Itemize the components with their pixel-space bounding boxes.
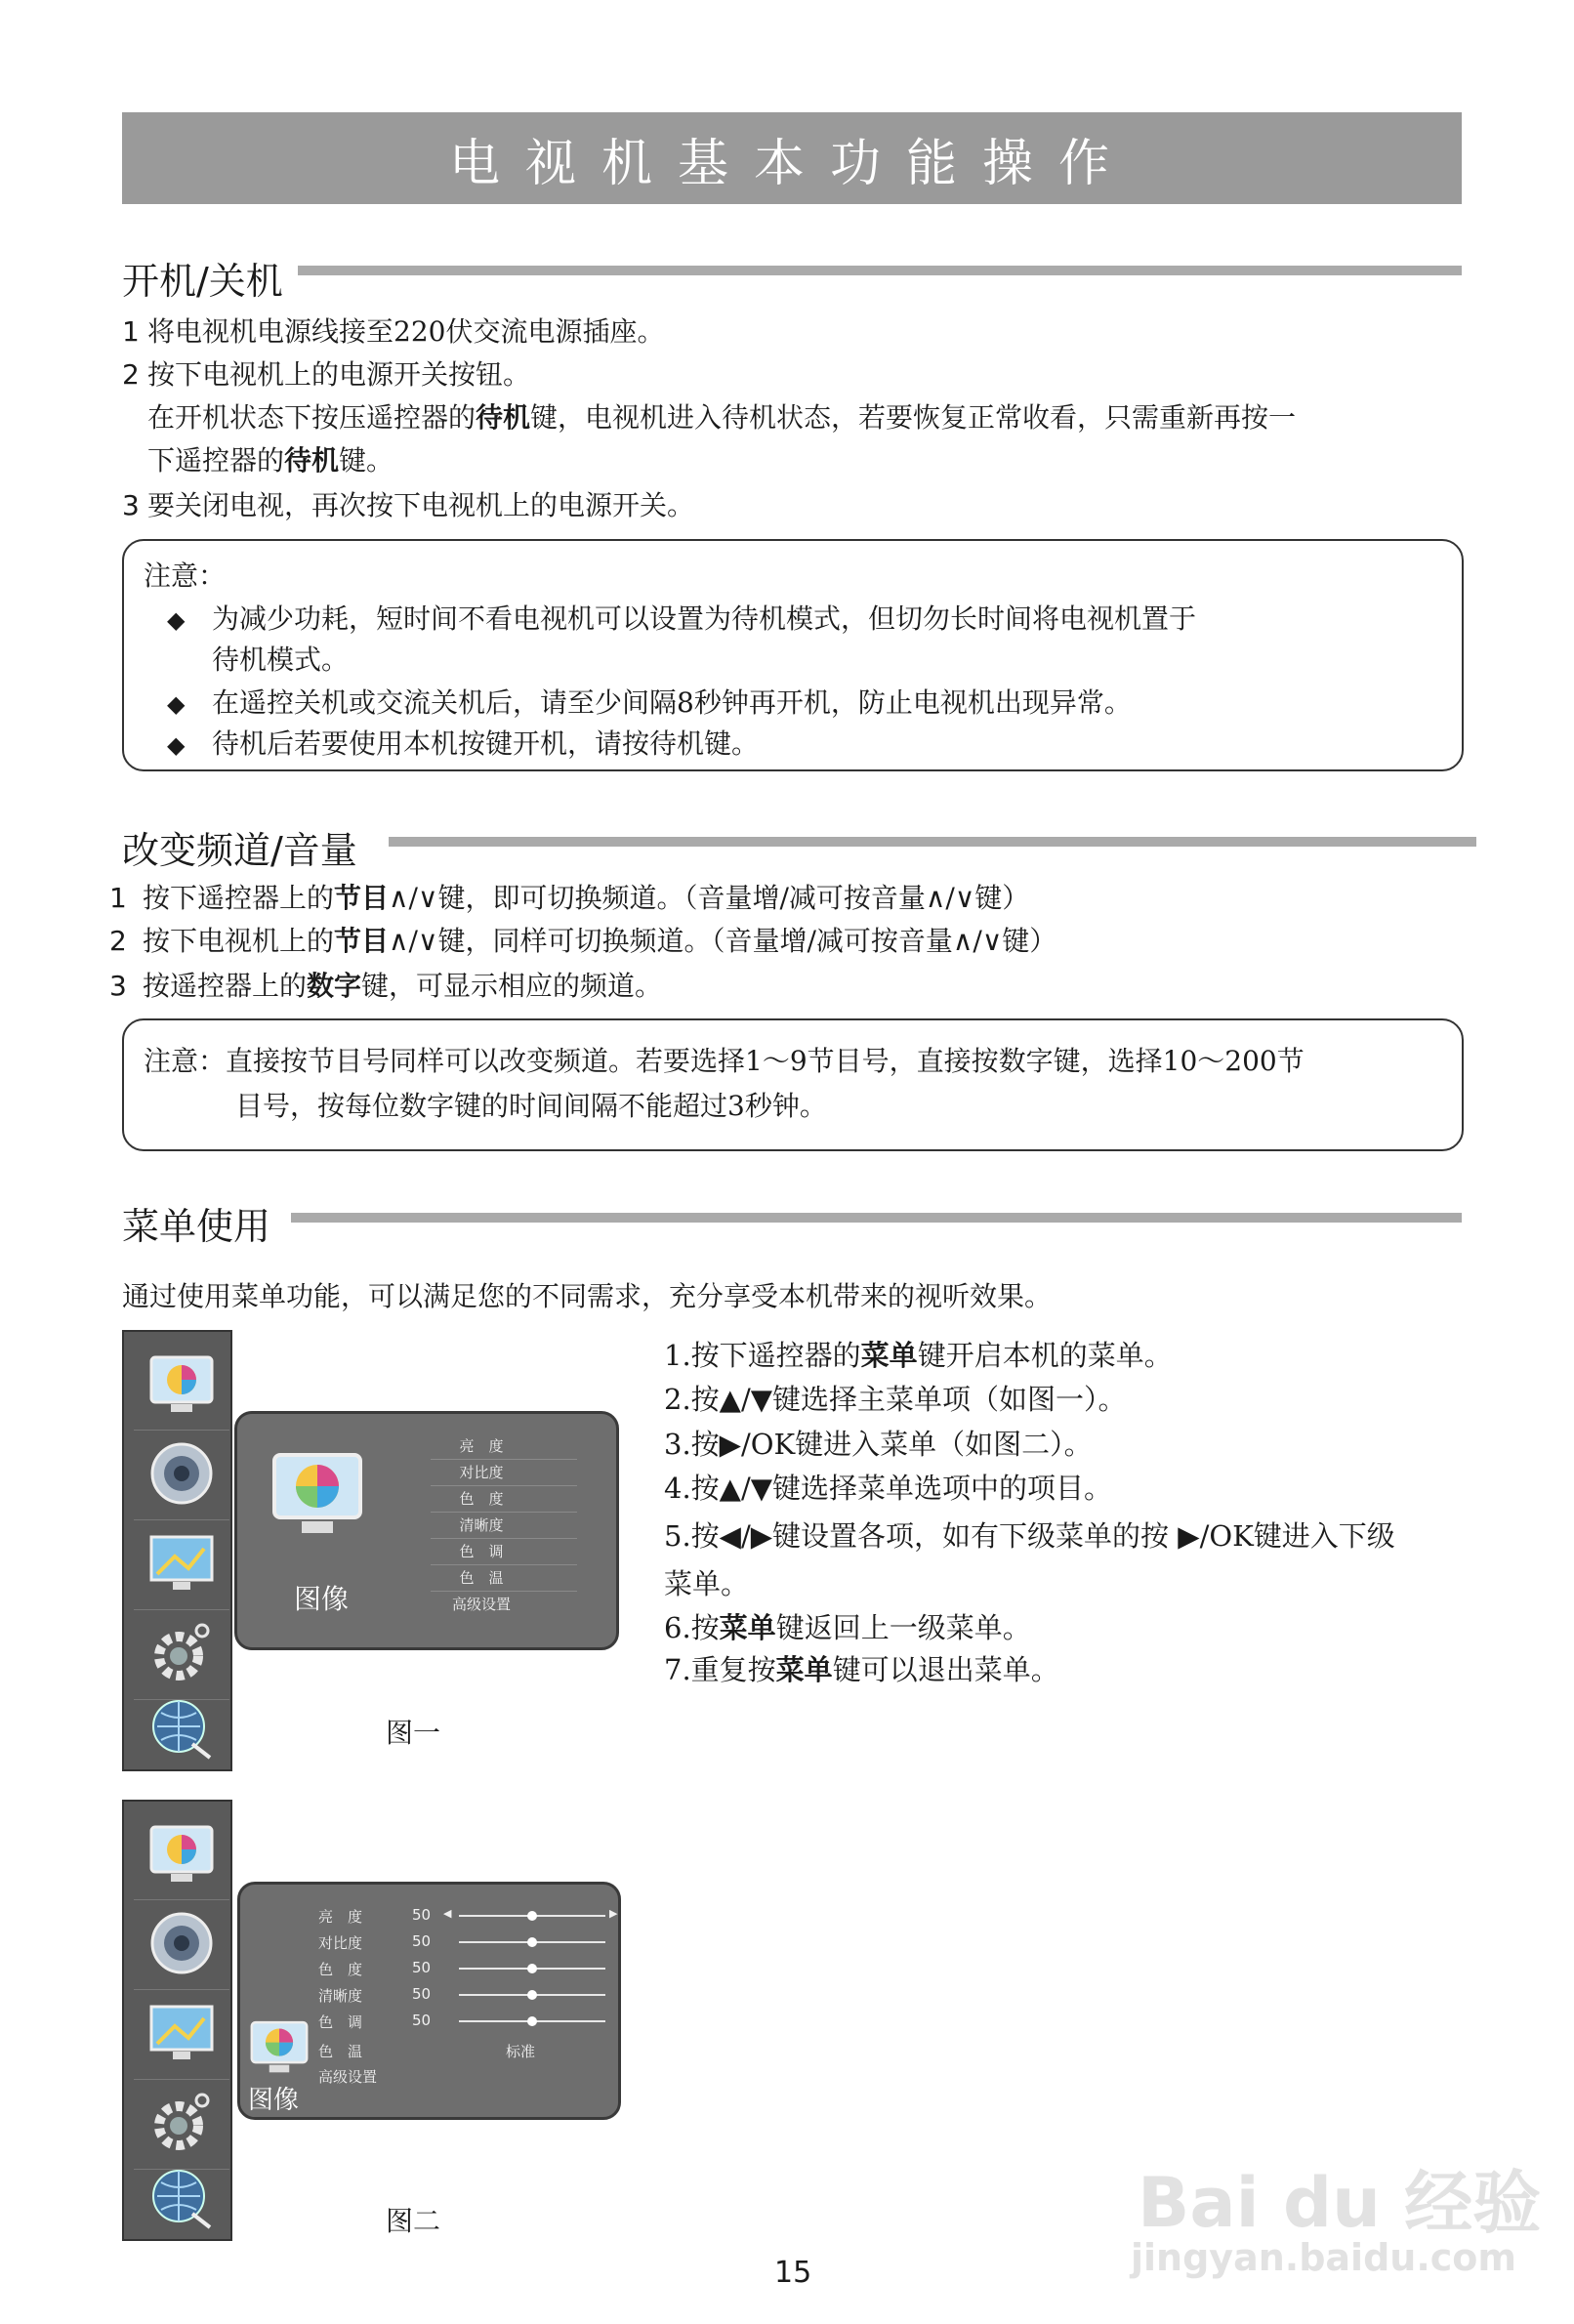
- fig2-menu-sidebar: [122, 1800, 232, 2241]
- menu-step-1: 1.按下遥控器的菜单键开启本机的菜单。: [664, 1339, 1173, 1372]
- standby-key-label: 待机: [284, 444, 340, 477]
- bullet-diamond-icon: ◆: [167, 606, 186, 634]
- section-title-channel-volume: 改变频道/音量: [122, 829, 357, 872]
- menu-step-2: 2.按▲/▼键选择主菜单项（如图一）。: [664, 1383, 1127, 1416]
- menu-item-hue[interactable]: 色 调: [459, 1543, 504, 1560]
- power-step-1: 1 将电视机电源线接至220伏交流电源插座。: [122, 315, 665, 348]
- screen-setting-icon: [145, 1527, 218, 1599]
- globe-network-icon: [145, 2163, 218, 2235]
- menu-item-saturation[interactable]: 色 度: [459, 1490, 504, 1508]
- fig2-picture-settings-panel: [237, 1882, 621, 2120]
- watermark-url: jingyan.baidu.com: [1131, 2236, 1516, 2279]
- page-title-banner: [122, 112, 1462, 204]
- section-title-power: 开机/关机: [122, 260, 283, 303]
- screen-setting-icon: [145, 1997, 218, 2069]
- section-rule: [291, 1213, 1462, 1223]
- slider-knob[interactable]: [527, 1990, 537, 2000]
- page-number: 15: [774, 2256, 812, 2290]
- slider-label: 亮 度: [318, 1908, 363, 1926]
- standby-key-label: 待机: [476, 401, 531, 434]
- note-item: ◆ 在遥控关机或交流关机后，请至少间隔8秒钟再开机，防止电视机出现异常。: [167, 682, 1132, 726]
- slider-value: 50: [412, 1932, 432, 1950]
- picture-icon: [145, 1349, 218, 1422]
- slider-knob[interactable]: [527, 1964, 537, 1973]
- menu-step-3: 3.按▶/OK键进入菜单（如图二）。: [664, 1428, 1093, 1461]
- arrow-left-icon[interactable]: ◀: [443, 1907, 452, 1920]
- note-item-continued: 待机模式。: [212, 643, 350, 676]
- note-item: ◆ 待机后若要使用本机按键开机，请按待机键。: [167, 723, 759, 767]
- menu-item-advanced[interactable]: 高级设置: [451, 1596, 511, 1613]
- page-title: 电视机基本功能操作: [448, 134, 1135, 193]
- menu-item-color-temp[interactable]: 色 温: [459, 1569, 504, 1587]
- picture-icon: [248, 2019, 311, 2078]
- channel-step-1: 1 按下遥控器上的节目∧/∨键，即可切换频道。（音量增/减可按音量∧/∨键）: [109, 882, 1030, 914]
- slider-knob[interactable]: [527, 1937, 537, 1947]
- menu-step-6: 6.按菜单键返回上一级菜单。: [664, 1611, 1031, 1644]
- fig1-panel-label: 图像: [294, 1583, 350, 1615]
- menu-item-contrast[interactable]: 对比度: [459, 1464, 504, 1481]
- advanced-settings-label[interactable]: 高级设置: [318, 2068, 378, 2086]
- bullet-diamond-icon: ◆: [167, 690, 186, 718]
- slider-knob[interactable]: [527, 1911, 537, 1921]
- menu-step-4: 4.按▲/▼键选择菜单选项中的项目。: [664, 1472, 1113, 1505]
- menu-item-sharpness[interactable]: 清晰度: [459, 1516, 504, 1534]
- color-temp-label: 色 温: [318, 2043, 363, 2060]
- slider-value: 50: [412, 1959, 432, 1976]
- picture-icon: [145, 1819, 218, 1891]
- gear-icon: [145, 2087, 218, 2159]
- picture-icon: [269, 1451, 366, 1541]
- section-rule: [389, 837, 1476, 847]
- slider-value: 50: [412, 1906, 432, 1924]
- power-step-3: 3 要关闭电视，再次按下电视机上的电源开关。: [122, 489, 695, 521]
- globe-network-icon: [145, 1693, 218, 1765]
- power-step-2: 2 按下电视机上的电源开关按钮。: [122, 358, 531, 391]
- sound-speaker-icon: [145, 1907, 218, 1979]
- fig2-caption: 图二: [386, 2205, 441, 2237]
- bullet-diamond-icon: ◆: [167, 731, 186, 759]
- power-note-box: [122, 539, 1464, 771]
- channel-note-line1: 注意：直接按节目号同样可以改变频道。若要选择1～9节目号，直接按数字键，选择10～200节: [144, 1045, 1305, 1077]
- watermark-brand: Bai du 经验: [1138, 2163, 1542, 2243]
- menu-step-5: 5.按◀/▶键设置各项，如有下级菜单的按 ▶/OK键进入下级: [664, 1519, 1395, 1553]
- channel-step-2: 2 按下电视机上的节目∧/∨键，同样可切换频道。（音量增/减可按音量∧/∨键）: [109, 925, 1057, 957]
- note-item: ◆ 为减少功耗，短时间不看电视机可以设置为待机模式，但切勿长时间将电视机置于: [167, 598, 1196, 642]
- fig1-picture-menu-panel: [234, 1411, 619, 1650]
- arrow-right-icon[interactable]: ▶: [609, 1907, 618, 1920]
- fig1-caption: 图一: [386, 1717, 441, 1749]
- note-label: 注意：: [144, 560, 227, 592]
- channel-step-3: 3 按遥控器上的数字键，可显示相应的频道。: [109, 970, 663, 1002]
- menu-item-brightness[interactable]: 亮 度: [459, 1437, 504, 1455]
- standby-instruction-line1: 在开机状态下按压遥控器的待机键，电视机进入待机状态，若要恢复正常收看，只需重新再按一: [147, 401, 1297, 434]
- slider-value: 50: [412, 2012, 432, 2029]
- standby-instruction-line2: 下遥控器的待机键。: [147, 444, 394, 477]
- channel-note-line2: 目号，按每位数字键的时间间隔不能超过3秒钟。: [235, 1090, 827, 1122]
- slider-label: 清晰度: [318, 1987, 363, 2005]
- menu-intro: 通过使用菜单功能，可以满足您的不同需求，充分享受本机带来的视听效果。: [122, 1280, 1053, 1312]
- section-rule: [298, 266, 1462, 275]
- slider-knob[interactable]: [527, 2016, 537, 2026]
- slider-label: 色 调: [318, 2013, 363, 2031]
- sound-speaker-icon: [145, 1437, 218, 1510]
- slider-label: 对比度: [318, 1934, 363, 1952]
- channel-note-box: [122, 1018, 1464, 1151]
- section-title-menu: 菜单使用: [122, 1205, 271, 1248]
- menu-step-7: 7.重复按菜单键可以退出菜单。: [664, 1653, 1059, 1686]
- fig2-panel-label: 图像: [248, 2086, 300, 2115]
- slider-value: 50: [412, 1985, 432, 2003]
- color-temp-value[interactable]: 标准: [506, 2043, 536, 2060]
- fig1-menu-sidebar: [122, 1330, 232, 1771]
- gear-icon: [145, 1617, 218, 1689]
- slider-label: 色 度: [318, 1961, 363, 1978]
- menu-step-5-continued: 菜单。: [664, 1567, 750, 1600]
